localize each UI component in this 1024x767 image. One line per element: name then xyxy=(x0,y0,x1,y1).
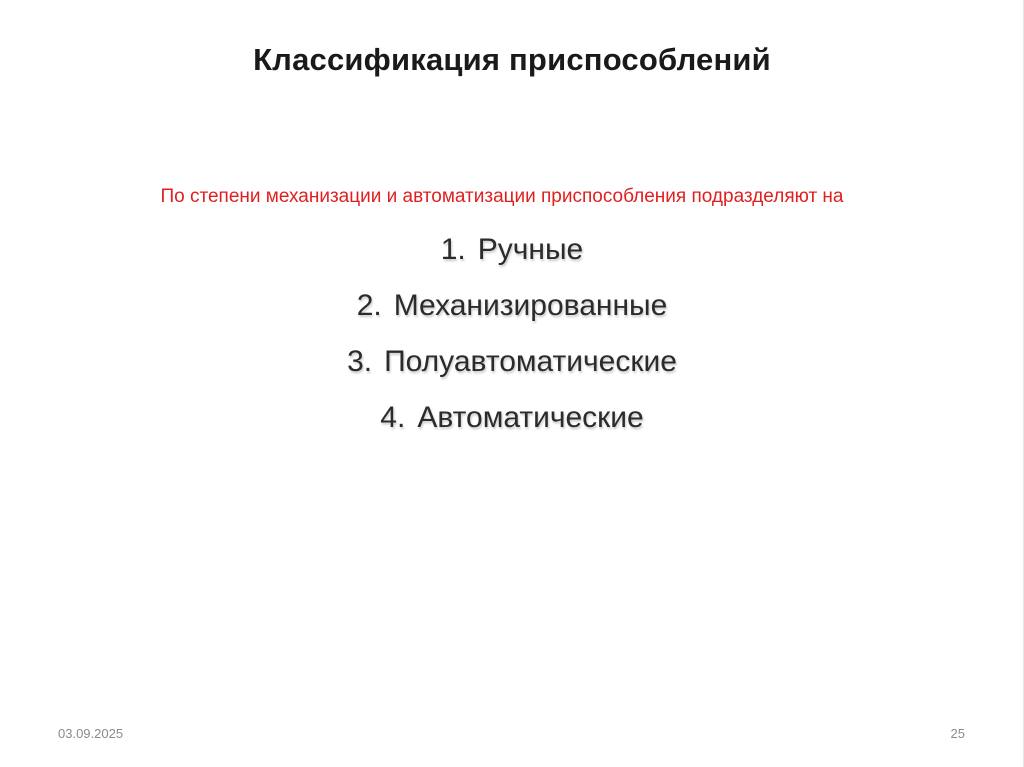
classification-list xyxy=(0,228,1024,452)
list-item-label: Полуавтоматические xyxy=(384,345,677,378)
page-number: 25 xyxy=(950,726,965,741)
slide-title: Классификация приспособлений xyxy=(253,42,771,77)
list-item xyxy=(0,284,1024,340)
list-item-label: Механизированные xyxy=(393,289,668,322)
list-item-number: 3. xyxy=(347,345,373,378)
footer-date: 03.09.2025 xyxy=(58,726,124,741)
intro-text: По степени механизации и автоматизации приспособления подразделяют на xyxy=(160,186,844,207)
list-item-label: Ручные xyxy=(477,233,584,266)
list-item xyxy=(0,396,1024,452)
list-item xyxy=(0,228,1024,284)
list-item xyxy=(0,340,1024,396)
list-item-number: 1. xyxy=(440,233,466,266)
list-item-label: Автоматические xyxy=(417,401,644,434)
list-item-number: 2. xyxy=(356,289,382,322)
list-item-number: 4. xyxy=(380,401,406,434)
